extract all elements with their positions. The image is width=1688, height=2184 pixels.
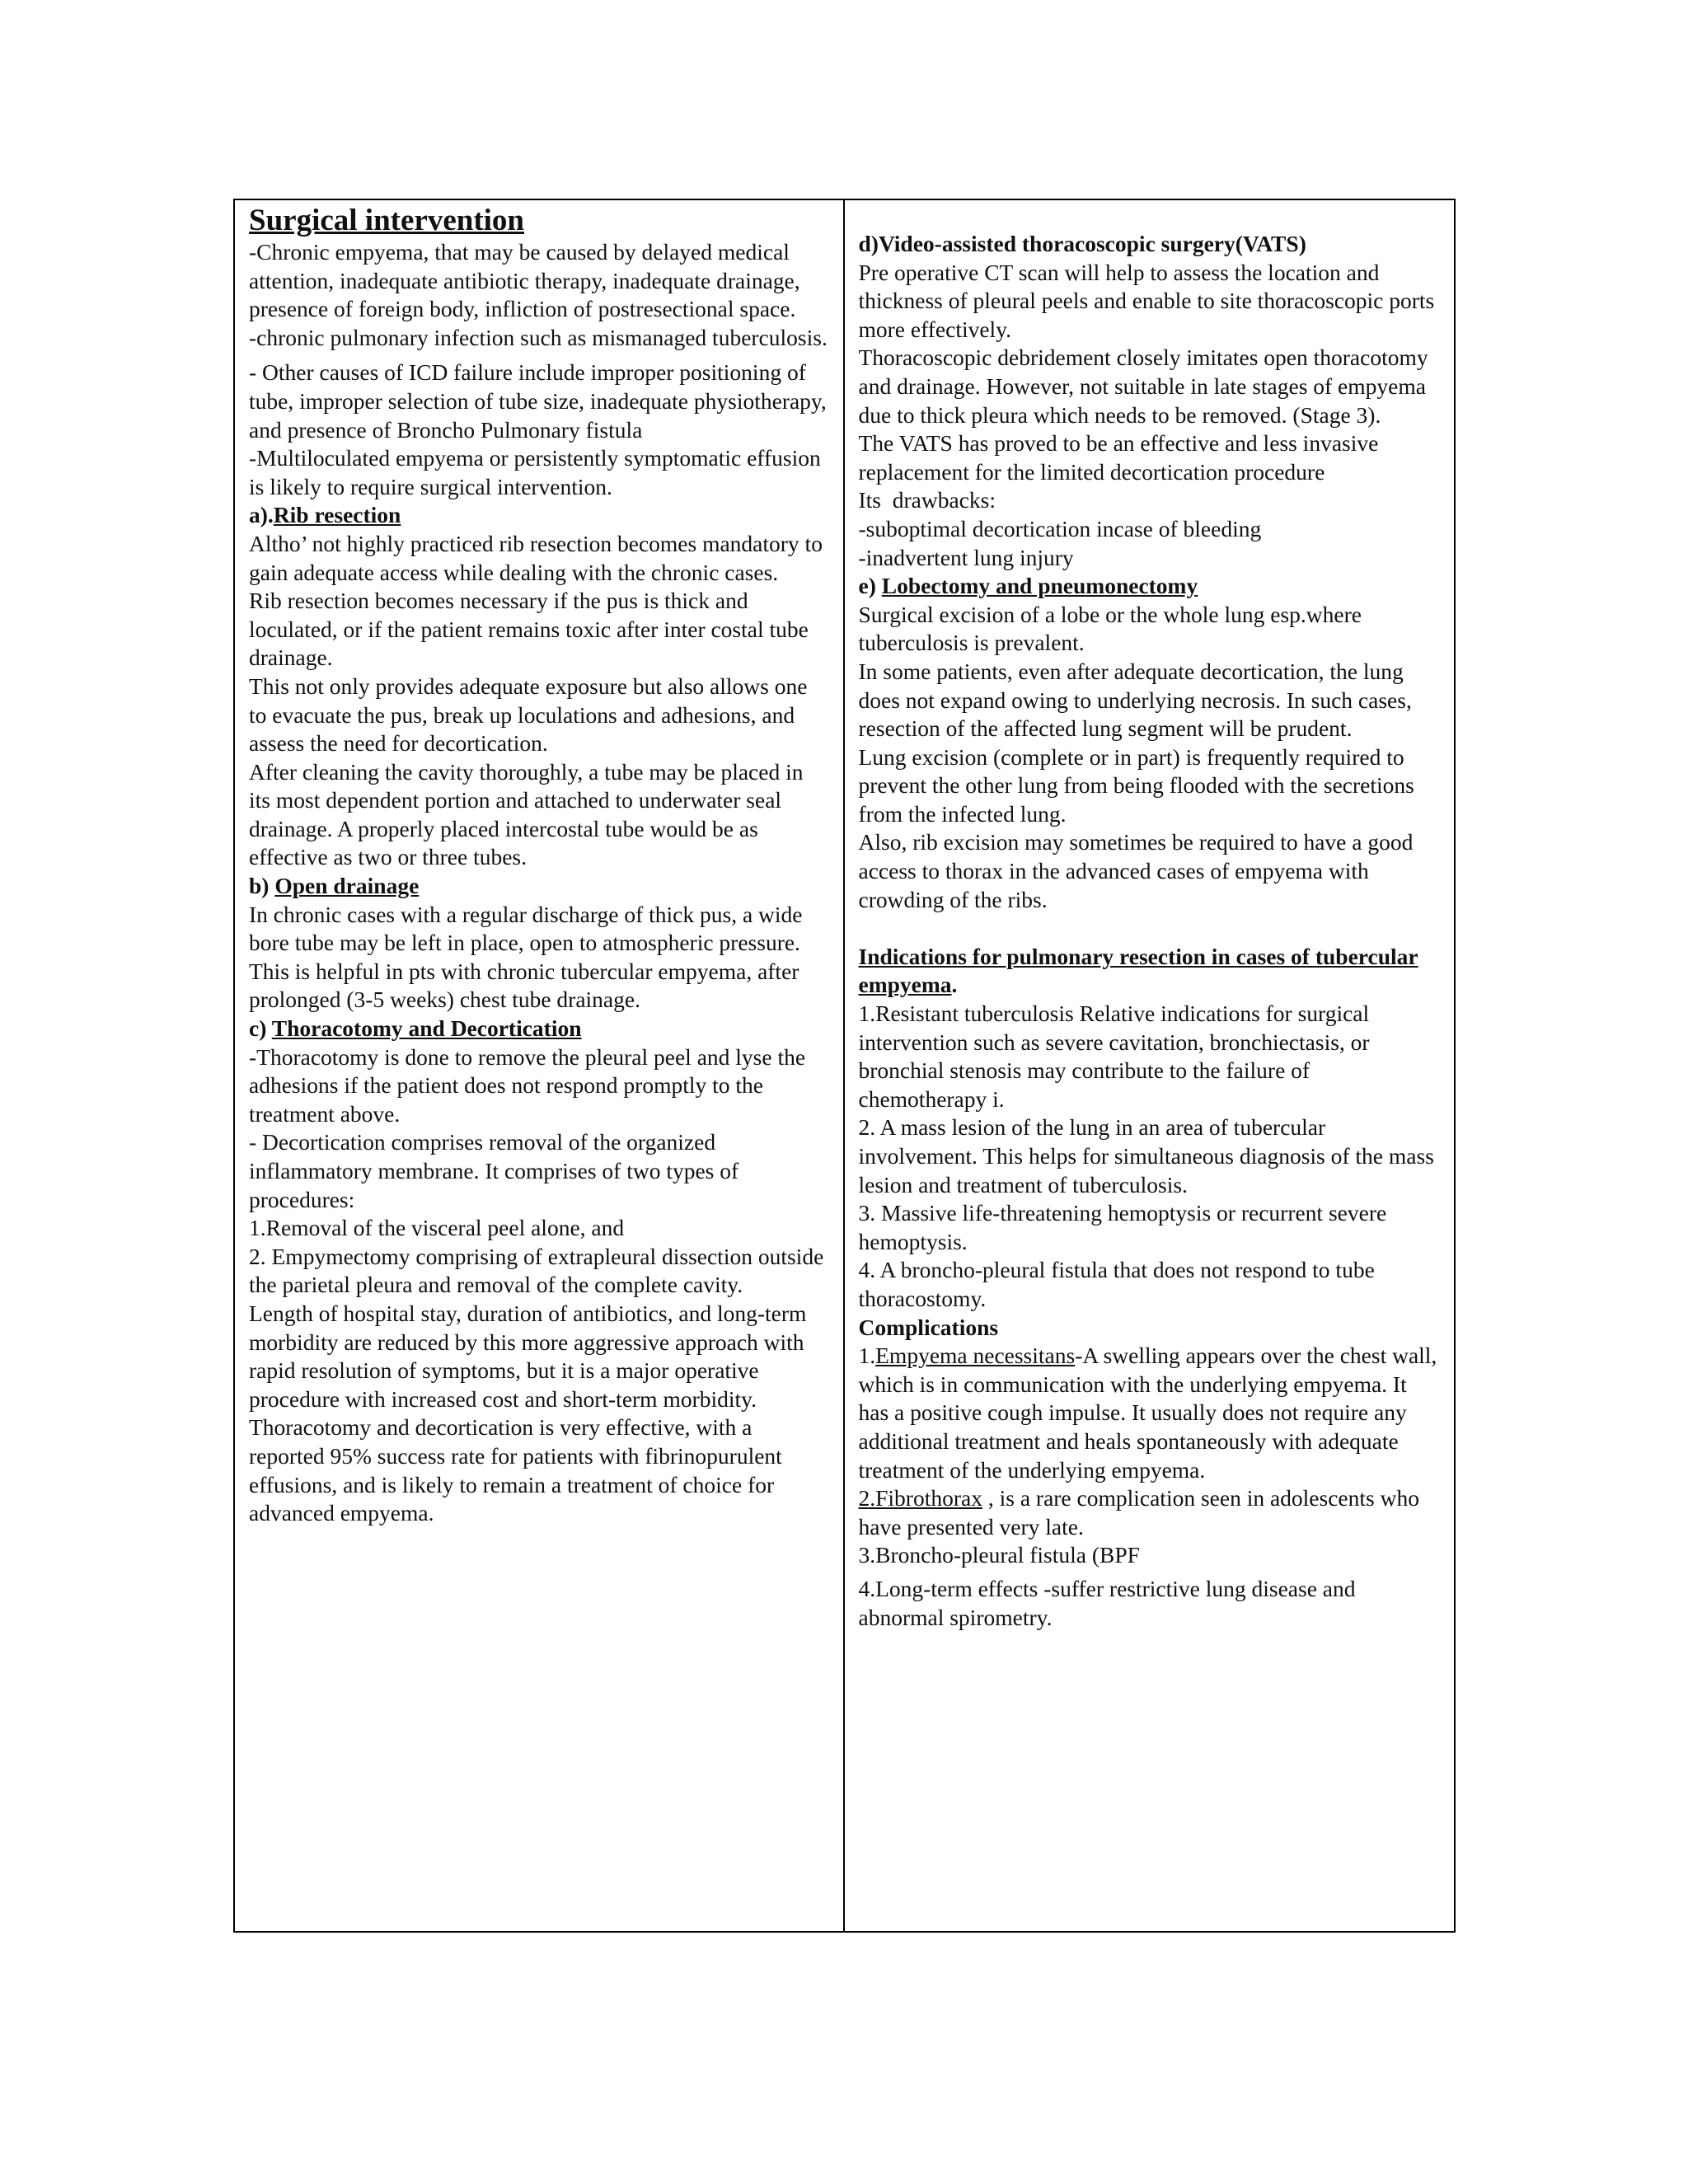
subheading-open-drainage — [249, 872, 830, 901]
item-term: Empyema necessitans — [875, 1343, 1076, 1369]
section-title: Surgical intervention — [249, 204, 525, 237]
paragraph: - Other causes of ICD failure include improper positioning of tube, improper selection of tube size, inadequate physiotherapy, and presence of Broncho Pulmonary fistula — [249, 359, 827, 443]
paragraph: -suboptimal decortication incase of bleeding — [858, 515, 1262, 541]
paragraph: 2. A mass lesion of the lung in an area of tubercular involvement. This helps for simultaneous diagnosis of the mass lesion and treatment of tuberculosis. — [858, 1114, 1434, 1197]
subheading-text: Rib resection — [273, 502, 401, 528]
paragraph: In chronic cases with a regular discharge of thick pus, a wide bore tube may be left in place, open to atmospheric pressure. This is helpful in pts with chronic tubercular empyema, after prolonged (3-5 weeks) chest tube drainage. — [249, 901, 803, 1013]
spacer — [859, 914, 1442, 943]
subheading-text: Indications for pulmonary resection in cases of tubercular empyema — [858, 943, 1418, 998]
paragraph: -Multiloculated empyema or persistently symptomatic effusion is likely to require surgical intervention. — [249, 445, 821, 499]
paragraph: Pre operative CT scan will help to assess the location and thickness of pleural peels and enable to site thoracoscopic ports more effectively. — [858, 259, 1435, 342]
subheading-rib-resection — [249, 501, 830, 530]
subheading-vats: d)Video-assisted thoracoscopic surgery(VATS) — [858, 231, 1306, 256]
item-text: , is a rare complication seen in adolescents who have presented very late. — [858, 1485, 1419, 1540]
paragraph: In some patients, even after adequate decortication, the lung does not expand owing to underlying necrosis. In such cases, resection of the affected lung segment will be prudent. — [858, 658, 1412, 742]
subheading-thoracotomy — [249, 1015, 830, 1043]
paragraph: 4. A broncho-pleural fistula that does not respond to tube thoracostomy. — [858, 1257, 1375, 1311]
left-column — [235, 200, 845, 1931]
two-column-table — [233, 199, 1456, 1933]
paragraph: After cleaning the cavity thoroughly, a tube may be placed in its most dependent portion and attached to underwater seal drainage. A properly placed intercostal tube would be as effective as two or three tubes. — [249, 758, 804, 870]
paragraph: -chronic pulmonary infection such as mismanaged tuberculosis. — [249, 324, 828, 350]
item-prefix: 1. — [858, 1343, 876, 1369]
subheading-period: . — [951, 972, 958, 998]
paragraph: Its drawbacks: — [858, 487, 996, 513]
paragraph: This not only provides adequate exposure but also allows one to evacuate the pus, break up loculations and adhesions, and assess the need for decortication. — [249, 673, 808, 757]
subheading-text: Lobectomy and pneumonectomy — [881, 573, 1198, 599]
subheading-complications: Complications — [858, 1314, 999, 1340]
paragraph: Thoracoscopic debridement closely imitates open thoracotomy and drainage. However, not suitable in late stages of empyema due to thick pleura which needs to be removed. (Stage 3). — [858, 344, 1428, 428]
paragraph: Altho’ not highly practiced rib resection becomes mandatory to gain adequate access while dealing with the chronic cases. — [249, 530, 823, 585]
item-text: -A swelling appears over the chest wall, which is in communication with the underlying empyema. It has a positive cough impulse. It usually does not require any additional treatment and heals spontaneously with adequate treatment of the underlying empyema. — [858, 1343, 1437, 1483]
subheading-prefix: c) — [249, 1015, 272, 1042]
paragraph: -Thoracotomy is done to remove the pleural peel and lyse the adhesions if the patient does not respond promptly to the treatment above. — [249, 1043, 806, 1127]
subheading-prefix: a). — [249, 502, 274, 528]
subheading-text: Thoracotomy and Decortication — [271, 1015, 582, 1042]
paragraph: - Decortication comprises removal of the organized inflammatory membrane. It comprises of two types of procedures: — [249, 1129, 739, 1212]
paragraph: 2. Empymectomy comprising of extrapleural dissection outside the parietal pleura and removal of the complete cavity. — [249, 1243, 824, 1298]
paragraph: -inadvertent lung injury — [858, 544, 1074, 570]
paragraph: Also, rib excision may sometimes be required to have a good access to thorax in the advanced cases of empyema with crowding of the ribs. — [858, 829, 1414, 912]
paragraph: The VATS has proved to be an effective and less invasive replacement for the limited decortication procedure — [858, 430, 1379, 485]
paragraph: Lung excision (complete or in part) is frequently required to prevent the other lung from being flooded with the secretions from the infected lung. — [858, 743, 1414, 827]
paragraph: 1.Resistant tuberculosis Relative indications for surgical intervention such as severe cavitation, bronchiectasis, or bronchial stenosis may contribute to the failure of chemotherapy i. — [858, 1001, 1370, 1112]
subheading-indications — [859, 943, 1442, 1000]
subheading-prefix: b) — [249, 873, 275, 899]
paragraph: 1.Removal of the visceral peel alone, and — [249, 1215, 625, 1241]
subheading-prefix: e) — [858, 573, 882, 599]
paragraph: Surgical excision of a lobe or the whole lung esp.where tuberculosis is prevalent. — [858, 601, 1362, 656]
subheading-lobectomy — [859, 572, 1442, 601]
paragraph: Rib resection becomes necessary if the pus is thick and loculated, or if the patient remains toxic after inter costal tube drainage. — [249, 588, 809, 671]
paragraph — [859, 1342, 1442, 1484]
paragraph: 3.Broncho-pleural fistula (BPF — [858, 1542, 1140, 1568]
paragraph: 4.Long-term effects -suffer restrictive lung disease and abnormal spirometry. — [858, 1575, 1356, 1630]
paragraph: 3. Massive life-threatening hemoptysis or recurrent severe hemoptysis. — [858, 1200, 1387, 1254]
paragraph — [859, 1484, 1442, 1541]
paragraph: Thoracotomy and decortication is very effective, with a reported 95% success rate for patients with fibrinopurulent effusions, and is likely to remain a treatment of choice for advanced empyema. — [249, 1414, 782, 1526]
paragraph: -Chronic empyema, that may be caused by delayed medical attention, inadequate antibiotic therapy, inadequate drainage, presence of foreign body, infliction of postresectional space. — [249, 239, 800, 322]
right-column — [845, 200, 1455, 1931]
paragraph: Length of hospital stay, duration of antibiotics, and long-term morbidity are reduced by this more aggressive approach with rapid resolution of symptoms, but it is a major operative procedure with increased cost and short-term morbidity. — [249, 1300, 807, 1412]
subheading-text: Open drainage — [274, 873, 420, 899]
item-term: 2.Fibrothorax — [858, 1485, 982, 1511]
